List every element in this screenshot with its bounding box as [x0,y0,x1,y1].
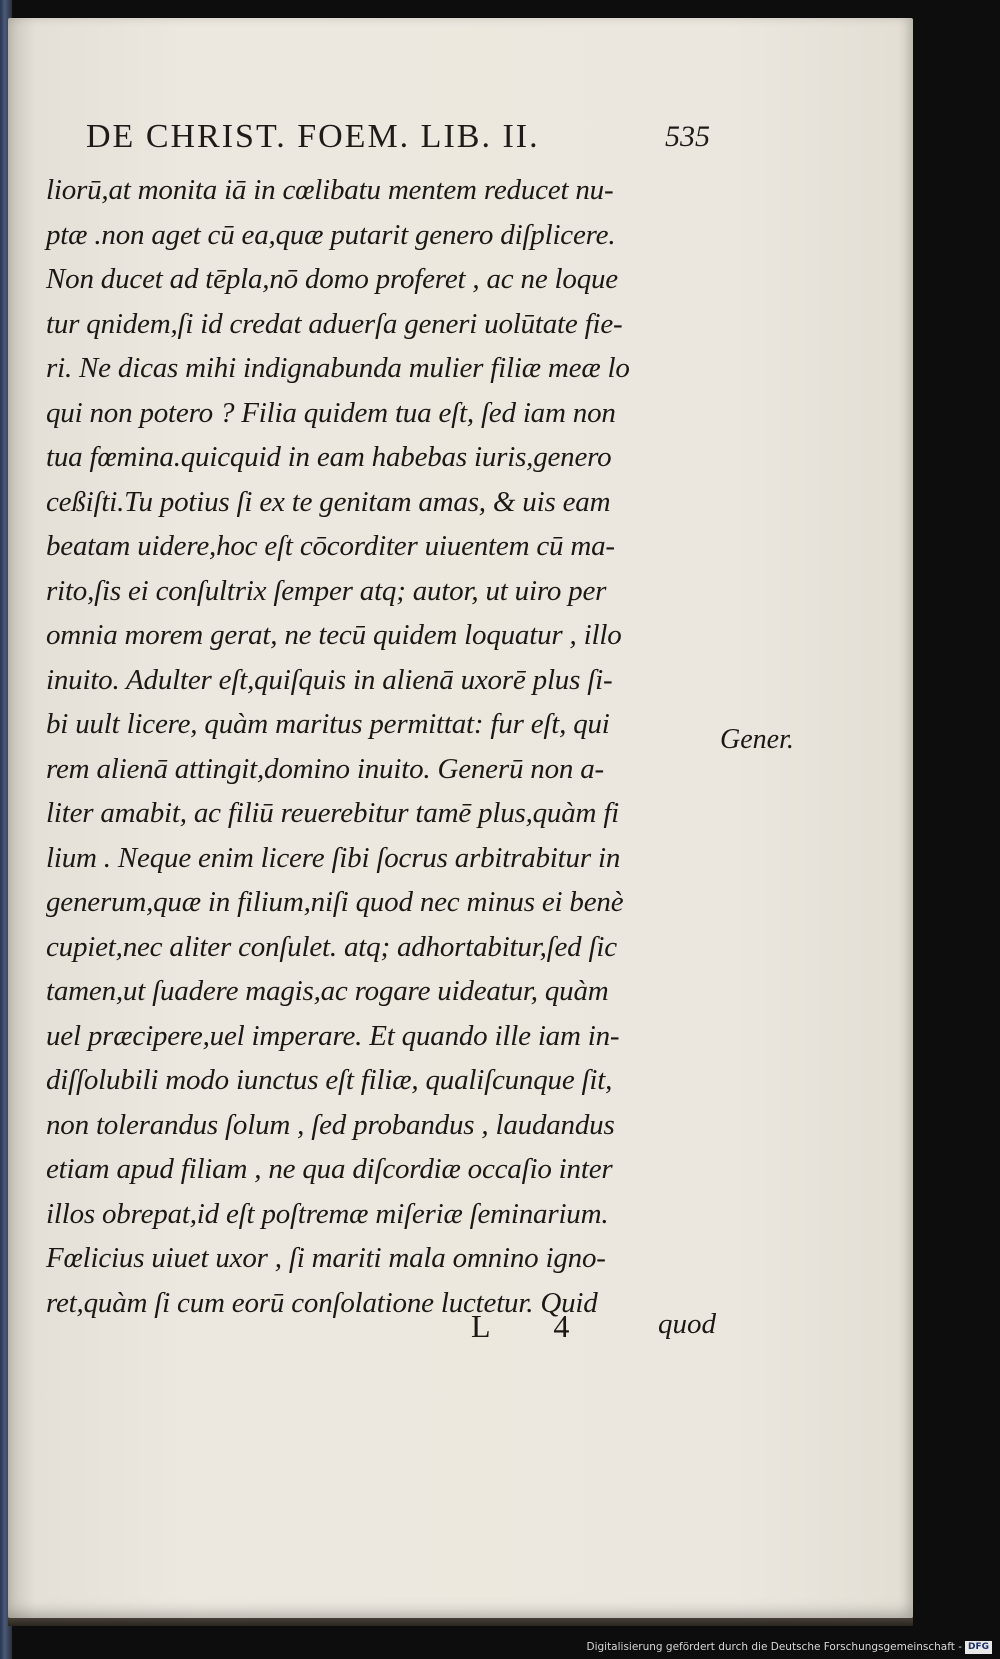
text-line: illos obrepat,id eſt poſtremæ miſeriæ ſeminarium. [46,1197,609,1230]
text-line: cupiet,nec aliter conſulet. atq; adhortabitur,ſed ſic [46,930,617,963]
text-line: diſſolubili modo iunctus eſt filiæ, qualiſcunque ſit, [46,1064,613,1096]
text-line: tamen,ut ſuadere magis,ac rogare uideatur, quàm [46,975,609,1007]
text-line: ptæ .non aget cū ea,quæ putarit genero diſplicere. [46,218,616,251]
text-line: liter amabit, ac filiū reuerebitur tamē plus,quàm fi [46,797,620,829]
book-page [8,18,913,1618]
text-line: Non ducet ad tēpla,nō domo proferet , ac ne loque [46,263,618,295]
page-header [86,118,710,168]
text-line: qui non potero ? Filia quidem tua eſt, ſed iam non [46,396,616,429]
text-line: beatam uidere,hoc eſt cōcorditer uiuentem cū ma- [46,530,615,562]
text-line: lium . Neque enim licere ſibi ſocrus arbitrabitur in [46,841,621,874]
text-line: rito,ſis ei conſultrix ſemper atq; autor, ut uiro per [46,574,607,607]
text-line: ri. Ne dicas mihi indignabunda mulier filiæ meæ lo [46,352,630,384]
text-line: uel præcipere,uel imperare. Et quando ille iam in- [46,1019,620,1052]
signature-mark: L 4 [471,1308,598,1344]
text-line: etiam apud filiam , ne qua diſcordiæ occaſio inter [46,1153,613,1185]
text-line: omnia morem gerat, ne tecū quidem loquatur , illo [46,619,622,651]
text-line: tur qnidem,ſi id credat aduerſa generi uolūtate fie- [46,307,623,340]
text-line: Fœlicius uiuet uxor , ſi mariti mala omnino igno- [46,1242,606,1274]
catchword: quod [658,1308,716,1340]
dfg-logo-text: DFG [967,1642,989,1652]
digitization-credit: Digitalisierung gefördert durch die Deutsche Forschungsgemeinschaft - [586,1641,962,1653]
text-line: bi uult licere, quàm maritus permittat: fur eſt, qui [46,708,610,740]
text-line: ceßiſti.Tu potius ſi ex te genitam amas, & uis eam [46,485,611,518]
text-line: rem alienā attingit,domino inuito. Generū non a- [46,752,604,785]
text-line: generum,quæ in filium,niſi quod nec minus ei benè [46,886,624,918]
body-text [46,168,726,1325]
running-head: DE CHRIST. FOEM. LIB. II. [86,118,540,155]
dfg-logo [965,1641,992,1654]
text-line: inuito. Adulter eſt,quiſquis in alienā uxorē plus ſi- [46,663,613,696]
text-line: non tolerandus ſolum , ſed probandus , laudandus [46,1108,615,1141]
page-number: 535 [665,120,710,153]
text-line: tua fœmina.quicquid in eam habebas iuris,genero [46,441,612,473]
text-line: ret,quàm ſi cum eorū conſolatione luctetur. Quid [46,1286,598,1319]
text-line: liorū,at monita iā in cœlibatu mentem reducet nu- [46,174,614,206]
marginal-note: Gener. [720,724,794,755]
